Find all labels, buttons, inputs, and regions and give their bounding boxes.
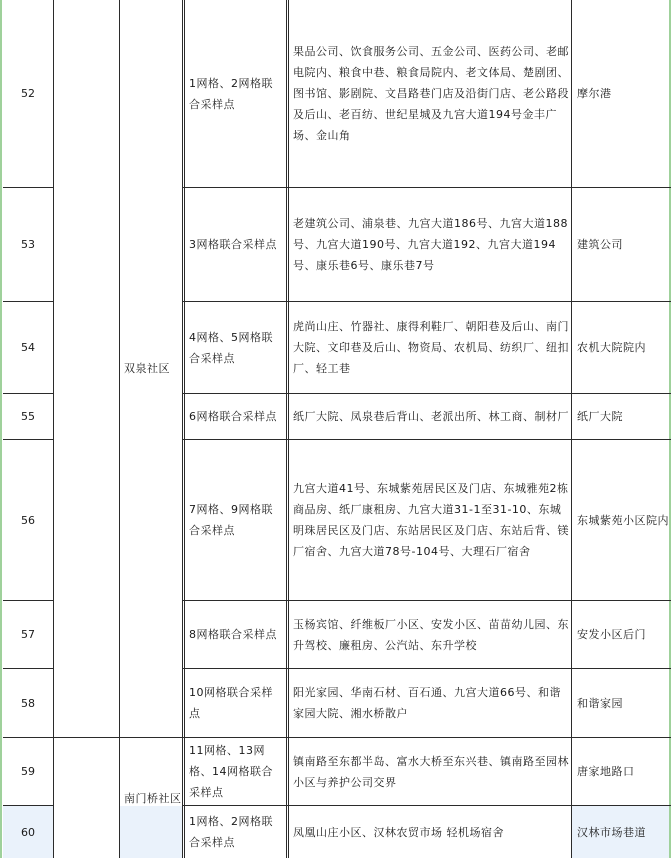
grid-line — [182, 0, 183, 858]
coverage-scope: 阳光家园、华南石材、百石通、九宫大道66号、和谐家园大院、湘水桥散户 — [293, 686, 561, 720]
sampling-site: 唐家地路口 — [577, 765, 635, 778]
coverage-scope: 九宫大道41号、东城紫苑居民区及门店、东城雅苑2栋商品房、纸厂康租房、九宫大道31-1至31-10、东城明珠居民区及门店、东站居民区及门店、东站后背、镁厂宿舍、九宫大道78号-104号、大理石厂宿舍 — [293, 482, 569, 558]
coverage-scope: 镇南路至东都半岛、富水大桥至东兴巷、镇南路至园林小区与养护公司交界 — [293, 754, 569, 789]
coverage-scope: 玉杨宾馆、纤维板厂小区、安发小区、苗苗幼儿园、东升驾校、廉租房、公汽站、东升学校 — [293, 617, 569, 652]
grid-line — [286, 0, 287, 858]
row-number: 57 — [21, 628, 35, 641]
row-number: 55 — [21, 410, 35, 423]
sampling-site: 建筑公司 — [577, 238, 623, 251]
sampling-point-name: 11网格、13网格、14网格联合采样点 — [189, 744, 273, 799]
coverage-scope: 果品公司、饮食服务公司、五金公司、医药公司、老邮电院内、粮食中巷、粮食局院内、老文体局、楚剧团、图书馆、影剧院、文昌路巷门店及沿街门店、老公路段及后山、老百纺、世纪星城及九宫大道194号金丰广场、金山角 — [293, 45, 569, 142]
row-number: 60 — [21, 825, 35, 839]
row-number: 53 — [21, 238, 35, 251]
grid-line — [53, 0, 54, 858]
row-number: 58 — [21, 696, 35, 710]
community-cell: 双泉社区 — [124, 362, 170, 375]
sampling-point-name: 3网格联合采样点 — [189, 238, 277, 251]
sampling-site: 摩尔港 — [577, 87, 612, 100]
row-number: 52 — [21, 87, 35, 100]
coverage-scope: 老建筑公司、浦泉巷、九宫大道186号、九宫大道188号、九宫大道190号、九宫大道192、九宫大道194号、康乐巷6号、康乐巷7号 — [293, 217, 568, 272]
sampling-site: 汉林市场巷道 — [577, 825, 646, 839]
left-border — [0, 0, 2, 858]
coverage-scope: 虎尚山庄、竹器社、康得利鞋厂、朝阳巷及后山、南门大院、文印巷及后山、物资局、农机局、纺织厂、纽扣厂、轻工巷 — [293, 320, 569, 375]
row-number: 59 — [21, 765, 35, 778]
row-number: 54 — [21, 341, 35, 354]
sampling-point-name: 1网格、2网格联合采样点 — [189, 815, 273, 849]
grid-line — [571, 0, 572, 858]
sampling-point-name: 6网格联合采样点 — [189, 410, 277, 423]
sampling-site: 和谐家园 — [577, 696, 623, 710]
coverage-scope: 纸厂大院、凤泉巷后背山、老派出所、林工商、制材厂 — [293, 410, 569, 423]
sampling-point-name: 7网格、9网格联合采样点 — [189, 503, 273, 537]
coverage-scope: 凤凰山庄小区、汉林农贸市场 轻机场宿舍 — [293, 825, 504, 839]
community-cell: 南门桥社区 — [124, 791, 182, 805]
sampling-site: 农机大院院内 — [577, 341, 646, 354]
sampling-point-name: 1网格、2网格联合采样点 — [189, 76, 273, 111]
sampling-site: 纸厂大院 — [577, 410, 623, 423]
sampling-site: 安发小区后门 — [577, 628, 646, 641]
sampling-site: 东城紫苑小区院内 — [577, 513, 669, 527]
grid-line — [119, 0, 120, 858]
row-number: 56 — [21, 513, 35, 527]
grid-line — [184, 0, 185, 858]
sampling-point-name: 8网格联合采样点 — [189, 628, 277, 641]
sampling-point-name: 4网格、5网格联合采样点 — [189, 330, 273, 365]
grid-line — [288, 0, 289, 858]
sampling-point-name: 10网格联合采样点 — [189, 686, 273, 720]
